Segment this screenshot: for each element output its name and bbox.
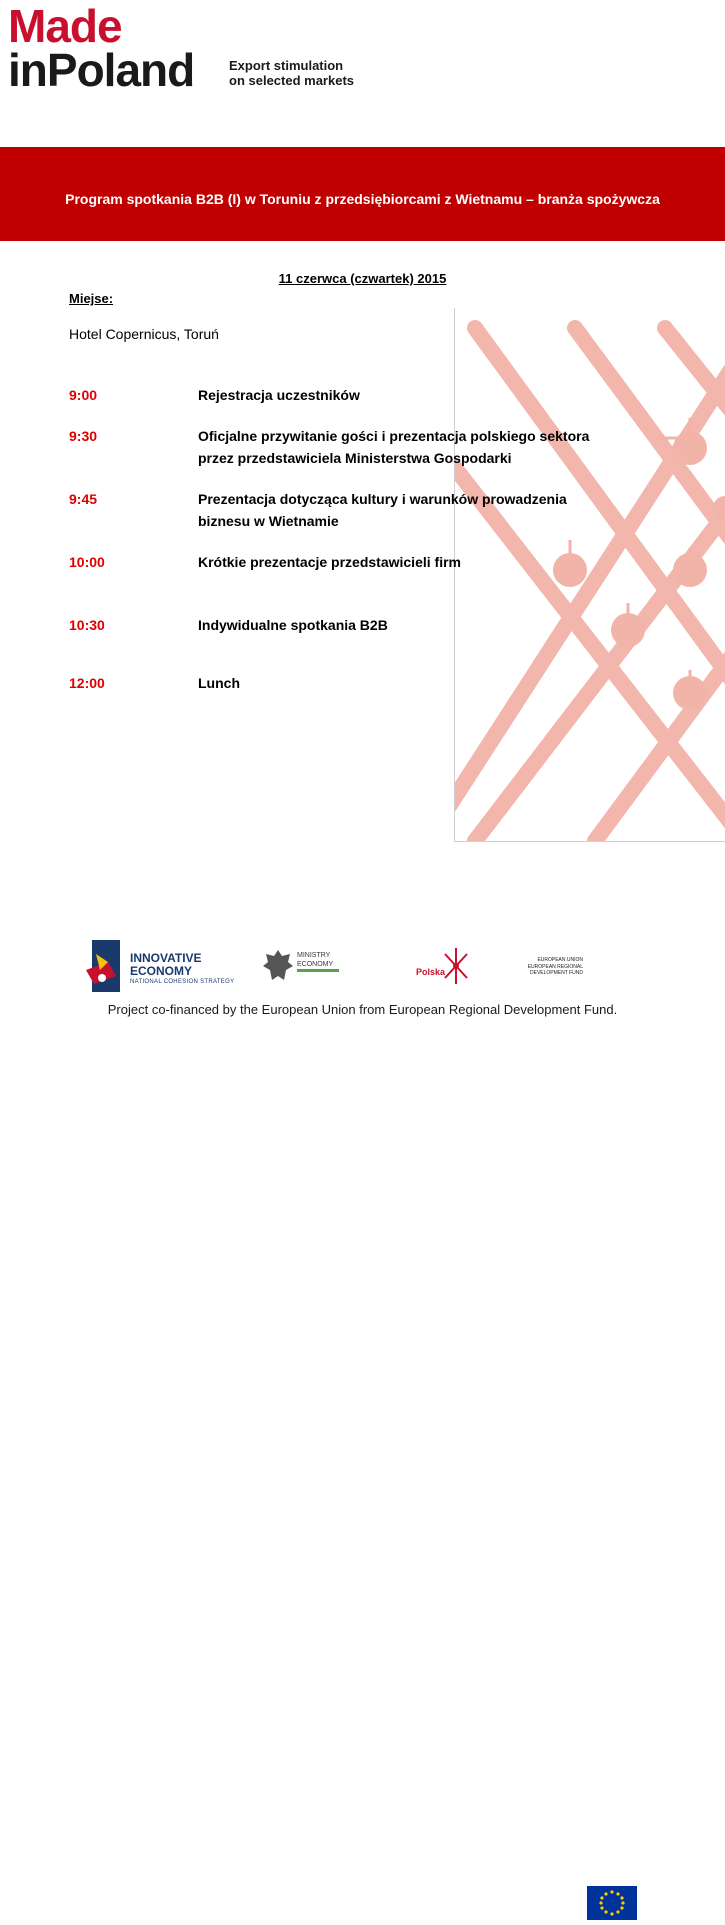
agenda-time: 9:00 <box>69 387 98 403</box>
agenda-title <box>198 384 618 406</box>
place-value: Hotel Copernicus, Toruń <box>69 326 219 342</box>
eu-stars-icon <box>587 1886 637 1920</box>
tagline-line-1: Export stimulation <box>229 58 344 73</box>
ministry-economy-text <box>297 951 333 969</box>
ie-line-2: ECONOMY <box>130 964 193 978</box>
agenda-title <box>198 614 618 636</box>
agenda-time: 12:00 <box>69 675 105 691</box>
frame-horizontal-line <box>454 841 725 842</box>
agenda-title-line: przez przedstawiciela Ministerstwa Gospodarki <box>198 450 512 466</box>
agenda-title-line: Krótkie prezentacje przedstawicieli firm <box>198 554 461 570</box>
agenda-time: 9:30 <box>69 428 98 444</box>
ie-subtitle: NATIONAL COHESION STRATEGY <box>130 979 235 985</box>
agenda-title-line: Oficjalne przywitanie gości i prezentacja polskiego sektora <box>198 428 590 444</box>
cofinanced-statement: Project co-financed by the European Union from European Regional Development Fund. <box>107 1002 618 1017</box>
place-label: Miejse: <box>69 291 114 306</box>
ministry-green-bar-icon <box>297 969 339 977</box>
logo-line-made: Made <box>8 0 122 52</box>
agenda-title-line: Rejestracja uczestników <box>198 387 360 403</box>
program-title: Program spotkania B2B (I) w Toruniu z przedsiębiorcami z Wietnamu – branża spożywcza <box>65 191 660 207</box>
footer-logos <box>0 935 725 995</box>
eu-flag-icon <box>587 1886 637 1920</box>
ministry-line-1: MINISTRY <box>297 952 331 959</box>
logo-poland: Poland <box>46 44 195 96</box>
eu-line-3: DEVELOPMENT FUND <box>530 970 583 976</box>
eu-line-2: EUROPEAN REGIONAL <box>527 963 583 970</box>
agenda-time: 9:45 <box>69 491 98 507</box>
innovative-economy-logo-icon <box>86 940 126 992</box>
agenda-title <box>198 425 618 469</box>
innovative-economy-text <box>130 952 202 978</box>
ministry-line-2: ECONOMY <box>297 961 334 968</box>
agenda-title-line: Lunch <box>198 675 240 691</box>
logo-in: in <box>8 44 47 96</box>
ie-line-1: INNOVATIVE <box>130 951 202 965</box>
polska-brand-icon <box>443 948 469 986</box>
agenda-title <box>198 672 618 694</box>
made-in-poland-logo <box>8 0 195 96</box>
logo-tagline <box>229 58 354 88</box>
agenda-title <box>198 488 618 532</box>
agenda-title-line: Indywidualne spotkania B2B <box>198 617 388 633</box>
tagline-line-2: on selected markets <box>229 73 355 88</box>
agenda-title-line: biznesu w Wietnamie <box>198 513 339 529</box>
eu-fund-text <box>523 957 583 977</box>
agenda-title-line: Prezentacja dotycząca kultury i warunków prowadzenia <box>198 491 567 507</box>
agenda-title <box>198 551 618 573</box>
polish-eagle-icon <box>262 948 294 984</box>
agenda-time: 10:30 <box>69 617 105 633</box>
agenda-time: 10:00 <box>69 554 105 570</box>
event-date: 11 czerwca (czwartek) 2015 <box>278 271 447 286</box>
logo-line-in-poland <box>8 44 195 96</box>
eu-line-1: EUROPEAN UNION <box>537 957 583 963</box>
polska-text: Polska <box>416 967 446 977</box>
